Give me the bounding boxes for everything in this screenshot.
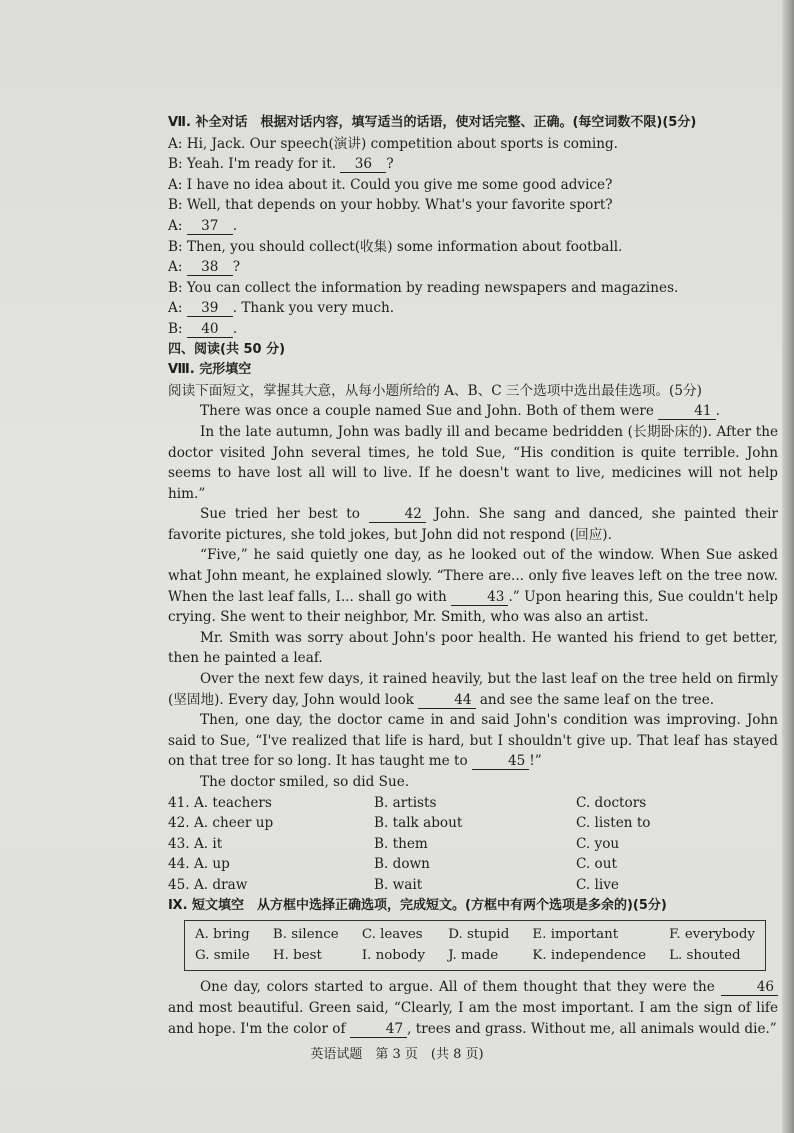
word-option[interactable]: H. best (272, 947, 322, 963)
word-option[interactable]: I. nobody (361, 947, 426, 963)
option-b[interactable]: B. wait (374, 876, 423, 893)
question-number: 42. (168, 815, 190, 832)
word-box (184, 920, 766, 971)
paragraph-text: Over the next few days, it rained heavily, but the last leaf on the tree held on firmly (坚固地). Every day, John would look (168, 671, 778, 708)
dialogue-text: A: Hi, Jack. Our speech(演讲) competition about sports is coming. (168, 135, 619, 152)
paragraph-text: In the late autumn, John was badly ill and became bedridden (长期卧床的). After the doctor visited John several times, he told Sue, “His condition is quite terrible. John seems to have lost all will to live. If he doesn't want to live, medicines will not help him.” (168, 423, 778, 502)
option-a (168, 813, 374, 834)
cloze-paragraph (168, 401, 778, 422)
word-option[interactable]: A. bring (195, 927, 250, 943)
cloze-paragraph (168, 422, 778, 504)
dialogue-text: B: Well, that depends on your hobby. What's your favorite sport? (168, 197, 613, 214)
word-option[interactable]: L. shouted (669, 947, 741, 963)
section-7-heading: Ⅶ. 补全对话 根据对话内容，填写适当的话语，使对话完整、正确。(每空词数不限)(5分) (168, 115, 697, 130)
answer-blank-47[interactable]: 47 (350, 1021, 407, 1038)
dialogue-text: B: You can collect the information by reading newspapers and magazines. (168, 279, 679, 296)
cloze-passage (168, 401, 778, 792)
page-content (168, 113, 778, 1039)
option-c[interactable]: C. live (576, 876, 619, 893)
option-c[interactable]: C. listen to (576, 815, 651, 832)
dialogue-line (168, 257, 778, 278)
dialogue-text: A: (168, 217, 187, 234)
cloze-options (168, 793, 778, 896)
dialogue-text: B: (168, 320, 187, 337)
option-a (168, 875, 374, 896)
dialogue-line (168, 298, 778, 319)
option-b[interactable]: B. talk about (374, 815, 463, 832)
question-number: 43. (168, 835, 190, 852)
paragraph-text: Mr. Smith was sorry about John's poor health. He wanted his friend to get better, then he painted a leaf. (168, 629, 778, 667)
dialogue-text: A: (168, 259, 187, 276)
option-c[interactable]: C. doctors (576, 794, 647, 811)
word-option[interactable]: D. stupid (448, 927, 510, 943)
option-row (168, 793, 778, 814)
option-c[interactable]: C. out (576, 856, 617, 873)
page-footer: 英语试题 第 3 页 (共 8 页) (310, 1047, 484, 1062)
dialogue-text: B: Yeah. I'm ready for it. (168, 156, 341, 173)
paragraph-text: !” (529, 753, 542, 770)
paragraph-text: Sue tried her best to (200, 506, 369, 523)
option-b[interactable]: B. down (374, 856, 430, 873)
section-8-instruction: 阅读下面短文，掌握其大意，从每小题所给的 A、B、C 三个选项中选出最佳选项。(5分) (168, 382, 702, 399)
section-8-heading: Ⅷ. 完形填空 (168, 362, 252, 378)
option-row (168, 854, 778, 875)
word-option[interactable]: F. everybody (669, 927, 755, 943)
answer-blank-39[interactable]: 39 (187, 300, 233, 317)
option-b[interactable]: B. them (374, 835, 428, 852)
option-row (168, 834, 778, 855)
answer-blank-36[interactable]: 36 (340, 156, 386, 173)
question-number: 44. (168, 856, 190, 873)
answer-blank-45[interactable]: 45 (472, 753, 529, 770)
option-a (168, 793, 374, 814)
dialogue-line (168, 237, 778, 258)
section-9-heading: Ⅸ. 短文填空 从方框中选择正确选项，完成短文。(方框中有两个选项是多余的)(5分) (168, 897, 667, 913)
part-4-heading: 四、阅读(共 50 分) (168, 341, 286, 357)
dialogue-line (168, 278, 778, 299)
dialogue-text: ? (386, 156, 394, 173)
paragraph-text: John. She sang and danced, she painted their favorite pictures, she told jokes, but John did not respond (回应). (168, 506, 778, 543)
dialogue-text: . Thank you very much. (232, 300, 395, 317)
word-option[interactable]: G. smile (195, 947, 250, 963)
answer-blank-41[interactable]: 41 (658, 403, 715, 420)
word-option[interactable]: C. leaves (361, 927, 423, 943)
answer-blank-43[interactable]: 43 (451, 589, 508, 606)
option-c[interactable]: C. you (576, 835, 620, 852)
dialogue-text: ? (232, 259, 241, 276)
dialogue-line (168, 154, 778, 175)
answer-blank-46[interactable]: 46 (721, 979, 778, 996)
paragraph-text: The doctor smiled, so did Sue. (200, 774, 410, 790)
word-option[interactable]: B. silence (272, 927, 339, 943)
option-a-text[interactable]: A. it (193, 835, 223, 852)
paragraph-text: Then, one day, the doctor came in and said John's condition was improving. John said to Sue, “I've realized that life is hard, but I shouldn't give up. That leaf has stayed on that tree for so long. It has taught me to (168, 712, 778, 770)
word-option[interactable]: K. independence (532, 947, 646, 963)
cloze-paragraph (168, 545, 778, 627)
option-a-text[interactable]: A. cheer up (193, 815, 274, 832)
option-row (168, 813, 778, 834)
word-option[interactable]: E. important (532, 927, 619, 943)
dialogue-line (168, 216, 778, 237)
paragraph-text: “Five,” he said quietly one day, as he looked out of the window. When Sue asked what John meant, he explained slowly. “There are... only five leaves left on the tree now. When the last leaf falls, I... shall go with (168, 547, 778, 605)
paragraph-text: . (715, 403, 720, 420)
paragraph-text: There was once a couple named Sue and John. Both of them were (200, 403, 659, 420)
cloze-paragraph (168, 504, 778, 545)
option-a (168, 854, 374, 875)
answer-blank-42[interactable]: 42 (369, 506, 426, 523)
option-a-text[interactable]: A. teachers (193, 794, 272, 811)
question-number: 45. (168, 876, 190, 893)
section-9-passage (168, 977, 778, 1039)
cloze-paragraph (168, 669, 778, 710)
cloze-paragraph (168, 772, 778, 793)
dialogue-text: A: (168, 300, 187, 317)
dialogue-line (168, 175, 778, 196)
option-row (168, 875, 778, 896)
passage-text: One day, colors started to argue. All of them thought that they were the (200, 979, 721, 996)
option-a (168, 834, 374, 855)
paragraph-text: .” Upon hearing this, Sue couldn't help crying. She went to their neighbor, Mr. Smith, who was also an artist. (168, 588, 778, 626)
option-a-text[interactable]: A. draw (193, 876, 248, 893)
dialogue-line (168, 195, 778, 216)
answer-blank-44[interactable]: 44 (418, 692, 475, 709)
option-a-text[interactable]: A. up (193, 856, 230, 873)
answer-blank-40[interactable]: 40 (187, 321, 233, 338)
passage-text: and most beautiful. Green said, “Clearly, I am the most important. I am the sign of life and hope. I'm the color of (168, 999, 778, 1037)
cloze-paragraph (168, 628, 778, 669)
page-edge-shadow (782, 0, 794, 1133)
dialogue-line (168, 319, 778, 340)
question-number: 41. (168, 794, 190, 811)
dialogue-text: . (232, 217, 238, 234)
paragraph-text: and see the same leaf on the tree. (475, 691, 715, 708)
dialogue-text: . (232, 320, 238, 337)
dialogue-text: A: I have no idea about it. Could you give me some good advice? (168, 176, 613, 193)
option-b[interactable]: B. artists (374, 794, 437, 811)
word-option[interactable]: J. made (448, 947, 499, 963)
answer-blank-37[interactable]: 37 (187, 218, 233, 235)
answer-blank-38[interactable]: 38 (187, 259, 233, 276)
passage-text: , trees and grass. Without me, all animals would die.” (407, 1020, 777, 1037)
dialogue (168, 134, 778, 340)
dialogue-line (168, 134, 778, 155)
cloze-paragraph (168, 710, 778, 772)
dialogue-text: B: Then, you should collect(收集) some information about football. (168, 238, 623, 255)
